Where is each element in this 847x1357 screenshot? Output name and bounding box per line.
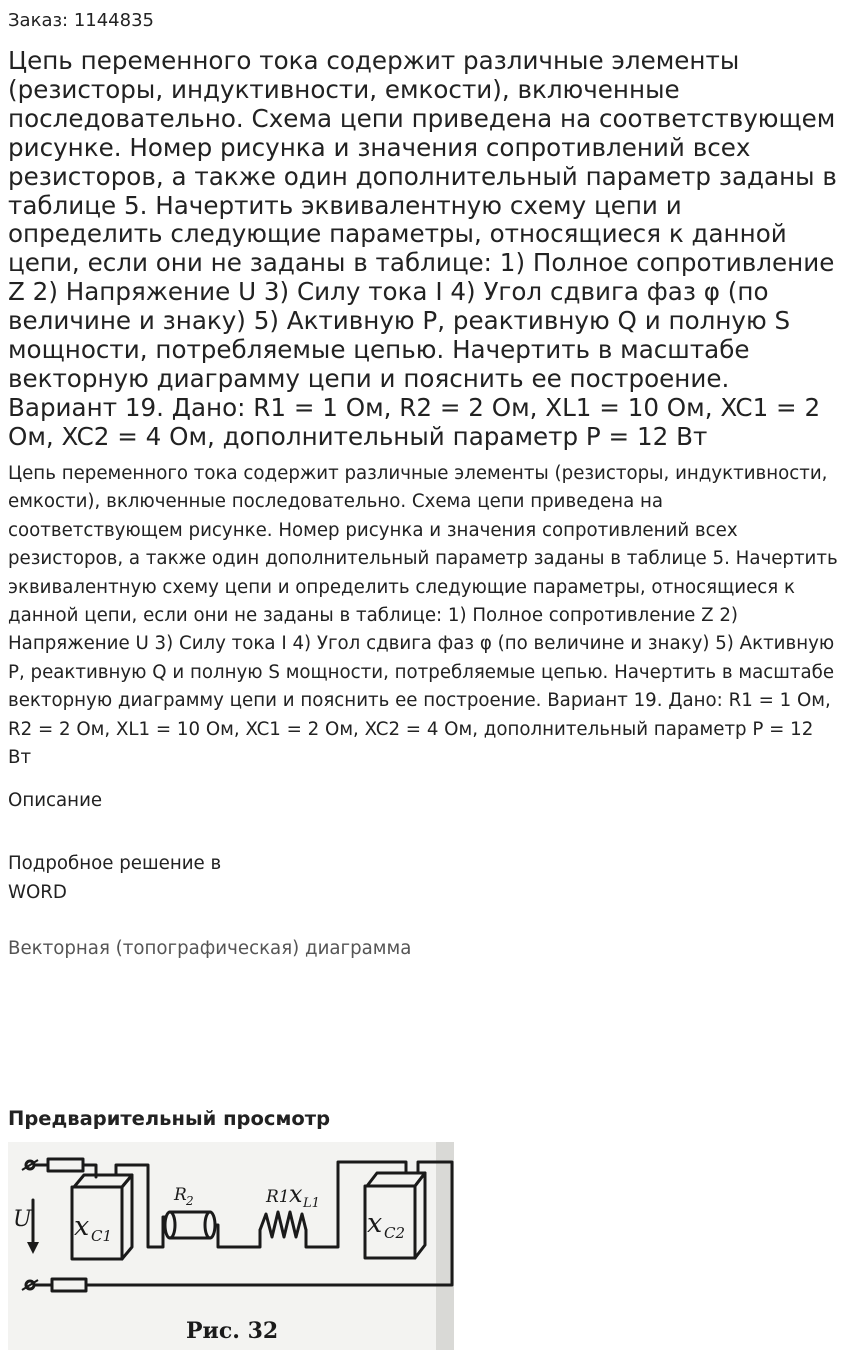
task-description: Цепь переменного тока содержит различные элементы (резисторы, индуктивности, емкости), включенные последовательно. Схема цепи приведена на соответствующем рисунке. Номер рисунка и значения сопротивлений всех резисторов, а также один дополнительный параметр заданы в таблице 5. Начертить эквивалентную схему цепи и определить следующие параметры, относящиеся к данной цепи, если они не заданы в таблице: 1) Полное сопротивление Z 2) Напряжение U 3) Силу тока I 4) Угол сдвига фаз φ (по величине и знаку) 5) Активную Р, реактивную Q и полную S мощности, потребляемые цепью. Начертить в масштабе векторную диаграмму цепи и пояснить ее построение. Вариант 19. Дано: R1 = 1 Ом, R2 = 2 Ом, XL1 = 10 Ом, XC1 = 2 Ом, XC2 = 4 Ом, дополнительный параметр P = 12 Вт	[8, 463, 838, 769]
r1-label: R1	[266, 1187, 290, 1207]
xc2-subscript: C2	[384, 1224, 406, 1242]
r2-label: R	[174, 1185, 187, 1205]
voltage-label: U	[13, 1207, 32, 1232]
xc1-subscript: C1	[91, 1227, 113, 1245]
r2-end-left	[165, 1212, 175, 1238]
task-title: Цепь переменного тока содержит различные элементы (резисторы, индуктивности, емкости), включенные последовательно. Схема цепи приведена на соответствующем рисунке. Номер рисунка и значения сопротивлений всех резисторов, а также один дополнительный параметр заданы в таблице 5. Начертить эквивалентную схему цепи и определить следующие параметры, относящиеся к данной цепи, если они не заданы в таблице: 1) Полное сопротивление Z 2) Напряжение U 3) Силу тока I 4) Угол сдвига фаз φ (по величине и знаку) 5) Активную Р, реактивную Q и полную S мощности, потребляемые цепью. Начертить в масштабе векторную диаграмму цепи и пояснить ее построение. Вариант 19. Дано: R1 = 1 Ом, R2 = 2 Ом, XL1 = 10 Ом, XC1 = 2 Ом, XC2 = 4 Ом, дополнительный параметр P = 12 Вт	[8, 46, 837, 451]
description-section-label: Описание	[8, 790, 103, 811]
xl1-label: x	[289, 1180, 303, 1208]
circuit-diagram	[8, 1142, 454, 1350]
preview-heading: Предварительный просмотр	[8, 1107, 331, 1130]
wire	[215, 1225, 260, 1247]
circuit-preview-image	[8, 1142, 454, 1350]
r2-subscript: 2	[186, 1194, 194, 1208]
figure-caption: Рис. 32	[186, 1318, 279, 1344]
vector-diagram-note: Векторная (топографическая) диаграмма	[8, 938, 412, 959]
xc1-label: x	[74, 1211, 90, 1242]
bottom-fuse	[52, 1279, 86, 1291]
r1-xl1-zigzag	[260, 1212, 306, 1237]
solution-note: Подробное решение в WORD	[8, 853, 222, 903]
voltage-arrow-head	[27, 1242, 39, 1254]
top-fuse	[48, 1159, 83, 1171]
order-number: Заказ: 1144835	[8, 10, 154, 31]
xc2-label: x	[367, 1208, 383, 1239]
xl1-subscript: L1	[303, 1196, 320, 1211]
